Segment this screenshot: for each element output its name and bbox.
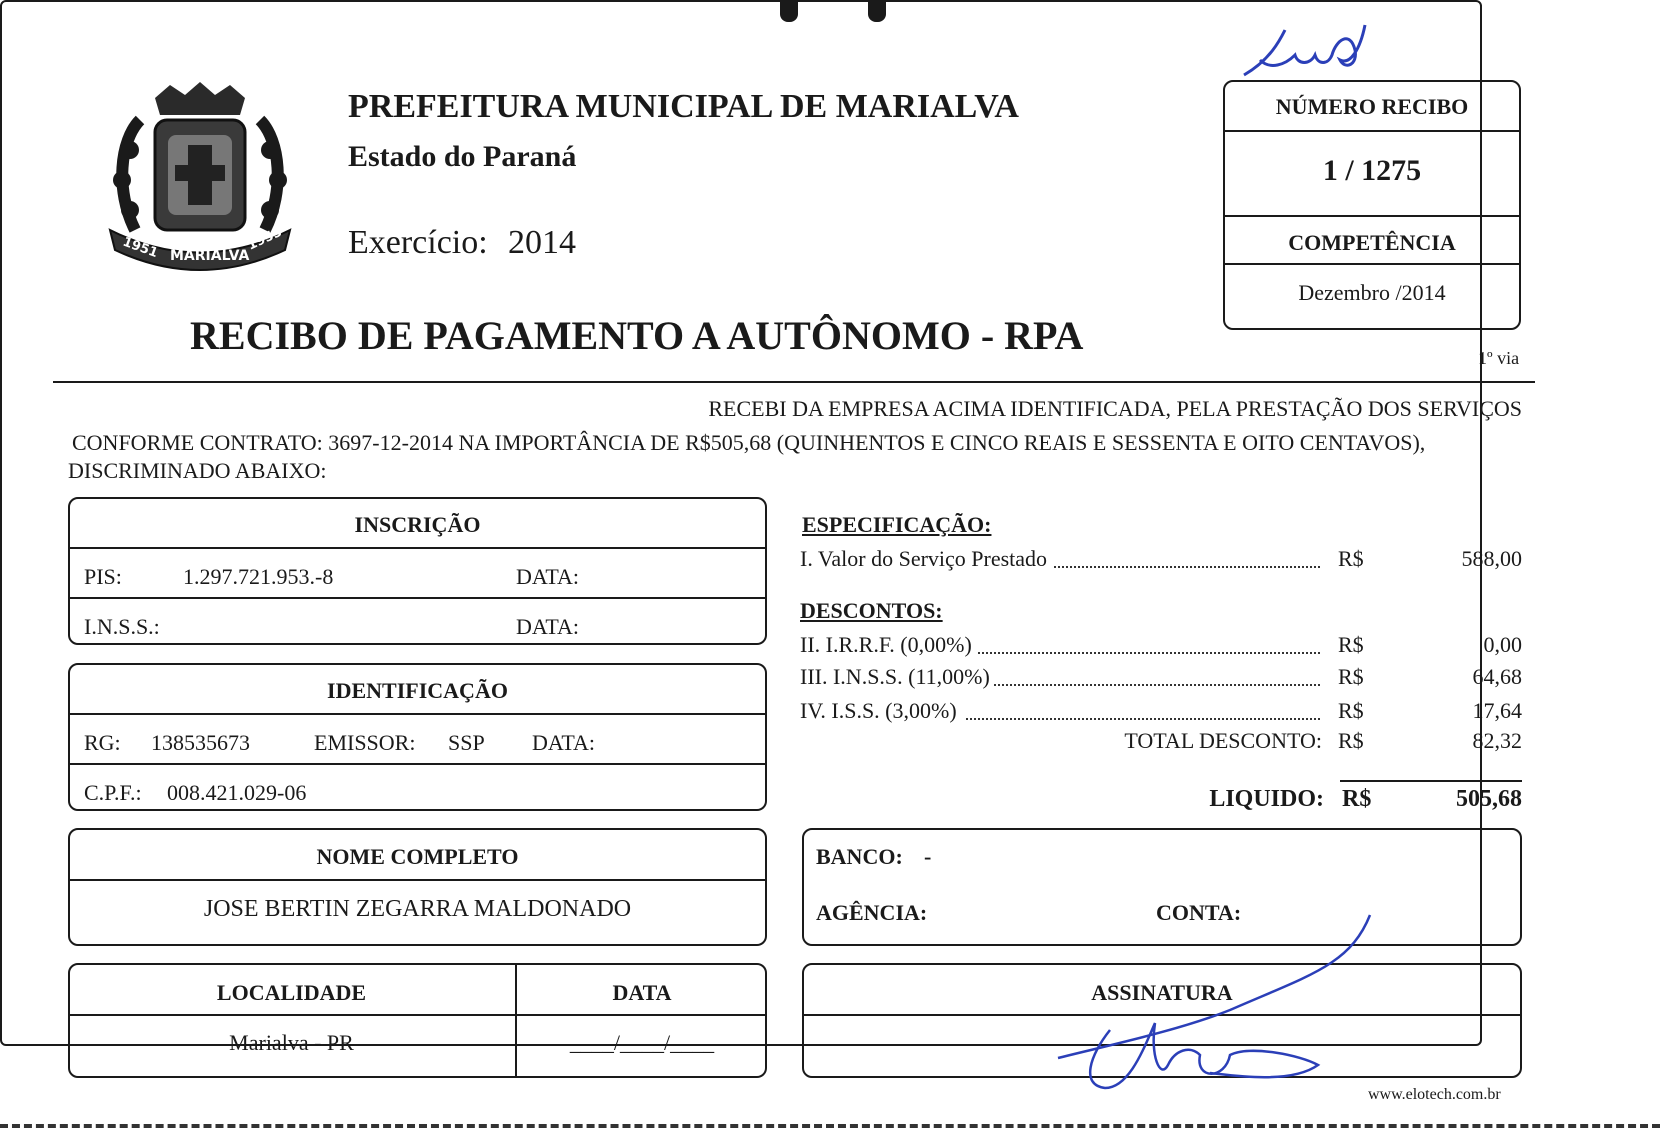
total-desconto-label: TOTAL DESCONTO:	[1124, 728, 1322, 753]
cpf-label: C.P.F.:	[84, 780, 142, 805]
rg-label: RG:	[84, 730, 121, 755]
desconto-inss-label: III. I.N.S.S. (11,00%)	[800, 664, 990, 689]
item1-currency: R$	[1338, 546, 1364, 571]
competence-value: Dezembro /2014	[1298, 280, 1446, 305]
liquido-currency: R$	[1342, 786, 1372, 812]
scan-edge	[0, 1124, 1660, 1128]
pis-label: PIS:	[84, 564, 122, 589]
identificacao-title: IDENTIFICAÇÃO	[327, 678, 508, 703]
desconto-inss-currency: R$	[1338, 664, 1364, 689]
total-desconto-currency: R$	[1338, 728, 1364, 753]
document-title: RECIBO DE PAGAMENTO A AUTÔNOMO - RPA	[190, 313, 1084, 358]
inss-label: I.N.S.S.:	[84, 614, 160, 639]
desconto-iss-label: IV. I.S.S. (3,00%)	[800, 698, 957, 723]
via-label: 1º via	[1478, 348, 1520, 368]
inscricao-title: INSCRIÇÃO	[354, 512, 481, 537]
nome-title: NOME COMPLETO	[316, 844, 519, 869]
rg-value: 138535673	[151, 730, 250, 755]
municipal-crest	[100, 80, 300, 280]
conta-label: CONTA:	[1156, 900, 1242, 925]
statement-line-1: RECEBI DA EMPRESA ACIMA IDENTIFICADA, PELA PRESTAÇÃO DOS SERVIÇOS	[708, 396, 1522, 421]
crest-city: MARIALVA	[170, 248, 250, 264]
desconto-iss-value: 17,64	[1472, 698, 1522, 723]
footer-site: www.elotech.com.br	[1368, 1086, 1501, 1103]
desconto-irrf-label: II. I.R.R.F. (0,00%)	[800, 632, 972, 657]
punch-mark	[868, 0, 886, 22]
assinatura-title: ASSINATURA	[1091, 980, 1233, 1005]
desconto-iss-currency: R$	[1338, 698, 1364, 723]
desconto-irrf-value: 0,00	[1483, 632, 1522, 657]
crest-year-right: 1953	[245, 224, 285, 254]
exercise-label: Exercício:	[348, 224, 488, 261]
receipt-number: 1 / 1275	[1322, 154, 1422, 187]
pis-date-label: DATA:	[516, 564, 580, 589]
localidade-title: LOCALIDADE	[216, 980, 367, 1005]
exercise-year: 2014	[508, 224, 576, 261]
cpf-value: 008.421.029-06	[167, 780, 307, 805]
agencia-label: AGÊNCIA:	[816, 900, 928, 925]
banco-value: -	[924, 844, 932, 869]
punch-mark	[780, 0, 798, 22]
liquido-label: LIQUIDO:	[1209, 786, 1324, 812]
crest-year-left: 1951	[120, 234, 160, 262]
statement-line-2: CONFORME CONTRATO: 3697-12-2014 NA IMPORTÂNCIA DE R$505,68 (QUINHENTOS E CINCO REAIS E SESSENTA E OITO CENTAVOS),	[72, 430, 1426, 455]
handwritten-initials	[1240, 20, 1380, 80]
org-name: PREFEITURA MUNICIPAL DE MARIALVA	[348, 88, 1019, 125]
especificacao-title: ESPECIFICAÇÃO:	[802, 512, 992, 537]
receipt-number-label: NÚMERO RECIBO	[1275, 94, 1469, 119]
emissor-value: SSP	[448, 730, 485, 755]
state-name: Estado do Paraná	[348, 140, 577, 173]
inss-date-label: DATA:	[516, 614, 580, 639]
item1-value: 588,00	[1461, 546, 1522, 571]
pis-value: 1.297.721.953.-8	[183, 564, 334, 589]
descontos-title: DESCONTOS:	[800, 598, 943, 623]
desconto-inss-value: 64,68	[1472, 664, 1522, 689]
emissor-label: EMISSOR:	[314, 730, 416, 755]
rg-date-label: DATA:	[532, 730, 596, 755]
total-desconto-value: 82,32	[1472, 728, 1522, 753]
desconto-irrf-currency: R$	[1338, 632, 1364, 657]
liquido-value: 505,68	[1456, 786, 1522, 812]
handwritten-signature	[1050, 905, 1380, 1095]
nome-value: JOSE BERTIN ZEGARRA MALDONADO	[203, 896, 632, 922]
date-blank: ____/____/____	[569, 1030, 715, 1055]
banco-label: BANCO:	[816, 844, 903, 869]
competence-label: COMPETÊNCIA	[1288, 230, 1456, 255]
localidade-value: Marialva - PR	[229, 1030, 354, 1055]
item1-label: I. Valor do Serviço Prestado	[800, 546, 1048, 571]
data-title: DATA	[612, 980, 672, 1005]
statement-line-3: DISCRIMINADO ABAIXO:	[68, 458, 327, 483]
